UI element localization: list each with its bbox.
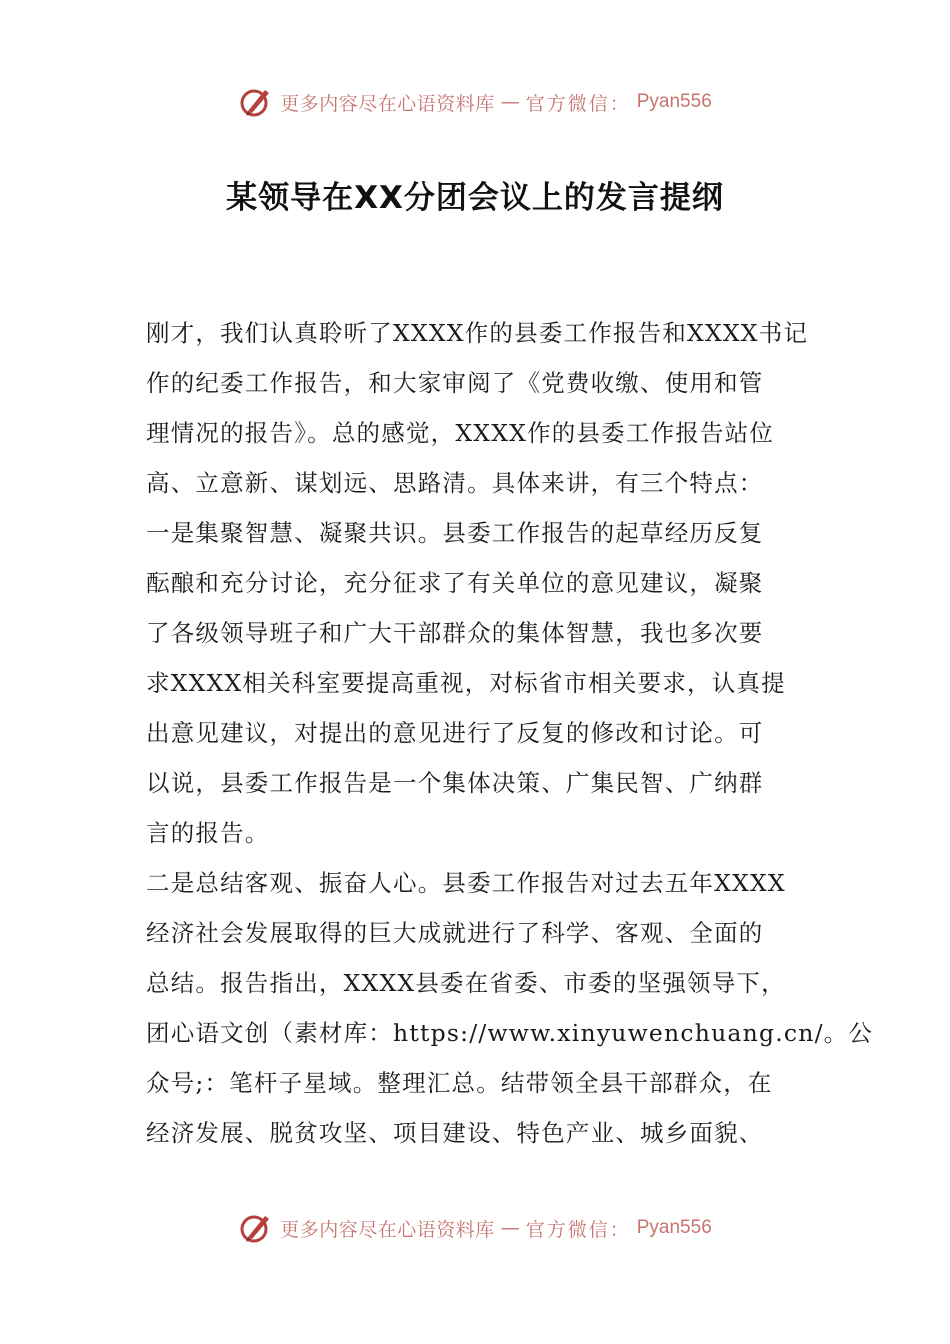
- header-watermark: [0, 84, 950, 120]
- body-line: 理情况的报告》。总的感觉，XXXX作的县委工作报告站位: [146, 419, 775, 447]
- watermark-label: 官方微信：: [525, 92, 631, 115]
- body-line: 经济发展、脱贫攻坚、项目建设、特色产业、城乡面貌、: [146, 1119, 764, 1147]
- body-line: 以说，县委工作报告是一个集体决策、广集民智、广纳群: [146, 769, 764, 797]
- quill-logo-icon: [238, 1210, 274, 1246]
- body-line: 经济社会发展取得的巨大成就进行了科学、客观、全面的: [146, 919, 764, 947]
- body-line: 言的报告。: [146, 819, 270, 847]
- watermark-site-text: 更多内容尽在心语资料库: [280, 1218, 495, 1241]
- body-line: 出意见建议，对提出的意见进行了反复的修改和讨论。可: [146, 719, 764, 747]
- footer-watermark: [0, 1210, 950, 1246]
- watermark-separator: —: [500, 1217, 520, 1239]
- body-line: 高、立意新、谋划远、思路清。具体来讲，有三个特点：: [146, 469, 764, 497]
- watermark-wechat-id: Pyan556: [636, 1217, 712, 1238]
- watermark-separator: —: [500, 91, 520, 113]
- body-line: 了各级领导班子和广大干部群众的集体智慧，我也多次要: [146, 619, 764, 647]
- body-line: 求XXXX相关科室要提高重视，对标省市相关要求，认真提: [146, 669, 786, 697]
- body-line: 作的纪委工作报告，和大家审阅了《党费收缴、使用和管: [146, 369, 764, 397]
- quill-logo-icon: [238, 84, 274, 120]
- watermark-wechat-id: Pyan556: [636, 91, 712, 112]
- watermark-label: 官方微信：: [525, 1218, 631, 1241]
- document-body: [146, 308, 874, 1158]
- body-line: 酝酿和充分讨论，充分征求了有关单位的意见建议，凝聚: [146, 569, 764, 597]
- body-line: 一是集聚智慧、凝聚共识。县委工作报告的起草经历反复: [146, 519, 764, 547]
- body-line: 刚才，我们认真聆听了XXXX作的县委工作报告和XXXX书记: [146, 319, 809, 347]
- body-line: 总结。报告指出，XXXX县委在省委、市委的坚强领导下，: [146, 969, 786, 997]
- watermark-site-text: 更多内容尽在心语资料库: [280, 92, 495, 115]
- body-line: 众号;：笔杆子星域。整理汇总。结带领全县干部群众，在: [146, 1069, 773, 1097]
- body-line: 二是总结客观、振奋人心。县委工作报告对过去五年XXXX: [146, 869, 786, 897]
- body-line: 团心语文创（素材库：https://www.xinyuwenchuang.cn/。公: [146, 1019, 874, 1047]
- document-title: 某领导在XX分团会议上的发言提纲: [226, 180, 724, 216]
